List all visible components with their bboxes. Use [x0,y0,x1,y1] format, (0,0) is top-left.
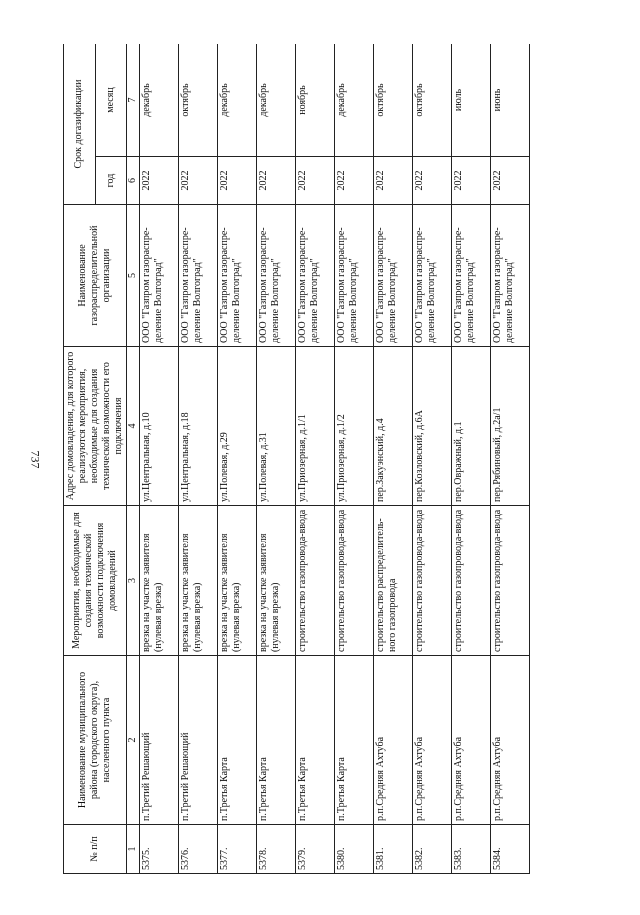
row-address: ул.Приозерная, д.1/2 [335,347,374,506]
index-cell: 5 [127,205,140,347]
table-row [218,44,257,874]
index-cell: 6 [127,157,140,205]
header-org: Наименование газораспределительной организации [64,205,127,347]
row-address: ул.Приозерная, д.1/1 [296,347,335,506]
index-row [127,44,140,874]
row-month: ноябрь [296,44,335,157]
row-num: 5382. [413,825,452,874]
row-num: 5377. [218,825,257,874]
row-org: ООО "Газпром газораспре-деление Волгоград" [335,205,374,347]
row-measure: строительство газопровода-ввода [413,506,452,656]
index-cell: 2 [127,656,140,825]
row-num: 5384. [491,825,530,874]
index-cell: 7 [127,44,140,157]
row-num: 5380. [335,825,374,874]
table-row [296,44,335,874]
row-num: 5376. [179,825,218,874]
rotated-table-frame [63,44,583,874]
row-num: 5379. [296,825,335,874]
row-org: ООО "Газпром газораспре-деление Волгоград" [452,205,491,347]
row-num: 5378. [257,825,296,874]
row-settlement: п.Третий Решающий [140,656,179,825]
row-year: 2022 [335,157,374,205]
row-year: 2022 [296,157,335,205]
row-month: июль [452,44,491,157]
header-measure: Мероприятия, необходимые для создания технической возможности подключения домовладений [64,506,127,656]
header-num: № п/п [64,825,127,874]
row-settlement: р.п.Средняя Ахтуба [374,656,413,825]
row-org: ООО "Газпром газораспре-деление Волгоград" [140,205,179,347]
header-row [64,44,96,874]
row-settlement: п.Третья Карта [218,656,257,825]
row-address: пер.Козловский, д.6А [413,347,452,506]
row-month: октябрь [374,44,413,157]
row-org: ООО "Газпром газораспре-деление Волгоград" [218,205,257,347]
row-year: 2022 [452,157,491,205]
gasification-table [63,44,530,874]
index-cell: 4 [127,347,140,506]
row-settlement: п.Третья Карта [257,656,296,825]
row-address: пер.Овражный, д.1 [452,347,491,506]
table-row [491,44,530,874]
row-settlement: п.Третья Карта [296,656,335,825]
row-year: 2022 [374,157,413,205]
index-cell: 1 [127,825,140,874]
row-measure: строительство газопровода-ввода [335,506,374,656]
row-address: ул.Полевая, д.31 [257,347,296,506]
header-year: год [95,157,127,205]
table-row [374,44,413,874]
header-address: Адрес домовладения, для которого реализуются мероприятия, необходимые для создания технической возможности его подключения [64,347,127,506]
row-address: ул.Центральная, д.18 [179,347,218,506]
row-month: декабрь [218,44,257,157]
table-row [257,44,296,874]
row-org: ООО "Газпром газораспре-деление Волгоград" [491,205,530,347]
row-month: октябрь [179,44,218,157]
row-settlement: п.Третья Карта [335,656,374,825]
page-number: 737 [28,450,43,469]
row-address: пер.Закуэнский, д.4 [374,347,413,506]
row-month: декабрь [140,44,179,157]
header-deadline: Срок догазификации [64,44,96,205]
row-measure: строительство газопровода-ввода [491,506,530,656]
table-row [413,44,452,874]
row-month: июнь [491,44,530,157]
row-org: ООО "Газпром газораспре-деление Волгоград" [413,205,452,347]
row-measure: строительство газопровода-ввода [452,506,491,656]
table-row [452,44,491,874]
table-row [179,44,218,874]
row-settlement: р.п.Средняя Ахтуба [452,656,491,825]
row-year: 2022 [491,157,530,205]
row-org: ООО "Газпром газораспре-деление Волгоград" [374,205,413,347]
row-month: октябрь [413,44,452,157]
row-month: декабрь [257,44,296,157]
table-row [335,44,374,874]
row-year: 2022 [140,157,179,205]
row-measure: врезка на участке заявителя (нулевая врезка) [140,506,179,656]
header-settlement: Наименование муниципального района (городского округа), населенного пункта [64,656,127,825]
row-month: декабрь [335,44,374,157]
row-year: 2022 [218,157,257,205]
row-address: ул.Полевая, д.29 [218,347,257,506]
row-num: 5381. [374,825,413,874]
row-settlement: р.п.Средняя Ахтуба [491,656,530,825]
table-row [140,44,179,874]
row-measure: врезка на участке заявителя (нулевая врезка) [218,506,257,656]
landscape-content [63,44,583,874]
index-cell: 3 [127,506,140,656]
row-settlement: п.Третий Решающий [179,656,218,825]
row-settlement: р.п.Средняя Ахтуба [413,656,452,825]
row-year: 2022 [257,157,296,205]
header-month: месяц [95,44,127,157]
row-measure: строительство распределитель-ного газопровода [374,506,413,656]
row-num: 5375. [140,825,179,874]
row-measure: врезка на участке заявителя (нулевая врезка) [179,506,218,656]
row-org: ООО "Газпром газораспре-деление Волгоград" [179,205,218,347]
row-year: 2022 [413,157,452,205]
row-measure: строительство газопровода-ввода [296,506,335,656]
row-measure: врезка на участке заявителя (нулевая врезка) [257,506,296,656]
row-address: ул.Центральная, д.10 [140,347,179,506]
row-address: пер.Рябиновый, д.2а/1 [491,347,530,506]
row-org: ООО "Газпром газораспре-деление Волгоград" [257,205,296,347]
row-year: 2022 [179,157,218,205]
row-org: ООО "Газпром газораспре-деление Волгоград" [296,205,335,347]
row-num: 5383. [452,825,491,874]
